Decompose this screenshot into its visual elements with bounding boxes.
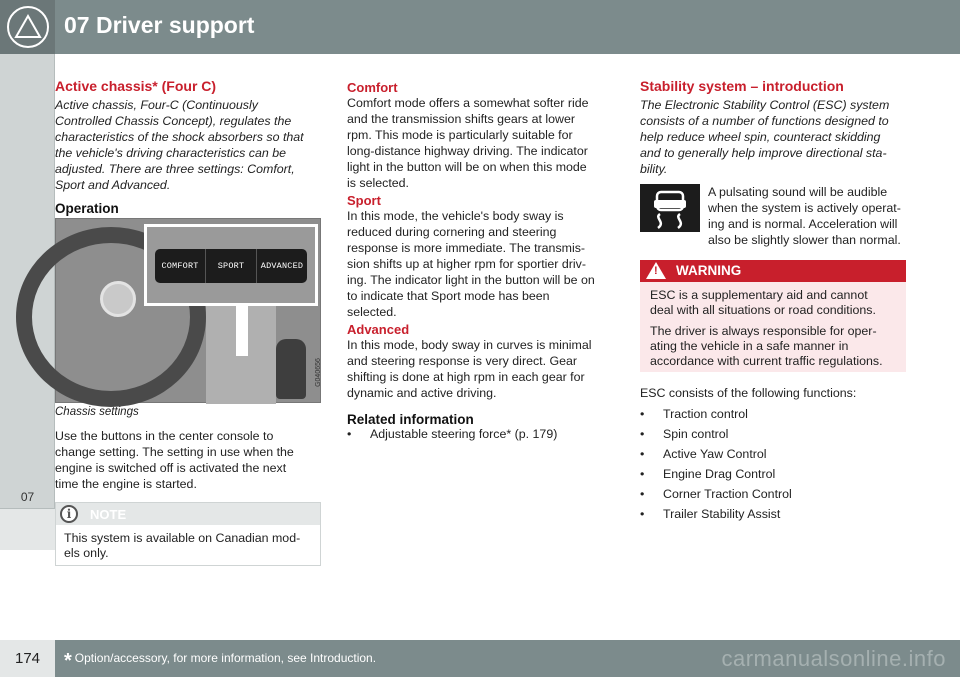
lead-line: The Electronic Stability Control (ESC) system <box>640 98 890 112</box>
section-lead <box>640 97 906 177</box>
warning-line: accordance with current traffic regulations. <box>650 354 883 368</box>
operation-heading: Operation <box>55 201 119 216</box>
note-body <box>56 525 320 567</box>
section-heading: Active chassis* (Four C) <box>55 78 217 94</box>
chapter-tab <box>0 508 55 550</box>
warning-line: deal with all situations or road conditions. <box>650 303 876 317</box>
image-code: G040656 <box>314 358 322 387</box>
brand-logo <box>100 281 136 317</box>
advanced-heading: Advanced <box>347 322 410 337</box>
related-list <box>347 424 615 444</box>
lead-line: and to generally help improve directional sta- <box>640 146 887 160</box>
lead-line: the vehicle's driving characteristics can be <box>55 146 287 160</box>
footnote-star: * <box>64 650 72 672</box>
advanced-button: ADVANCED <box>260 261 304 271</box>
lead-line: Controlled Chassis Concept), regulates the <box>55 114 292 128</box>
body-line: when the system is actively operat- <box>708 201 901 215</box>
warning-line: The driver is always responsible for oper- <box>650 324 877 338</box>
lead-line: adjusted. There are three settings: Comfort, <box>55 162 295 176</box>
button-callout <box>144 224 318 306</box>
body-line: A pulsating sound will be audible <box>708 185 888 199</box>
footnote-text: Option/accessory, for more information, see Introduction. <box>74 651 377 665</box>
chassis-button-row <box>155 249 307 283</box>
body-line: engine is switched off is activated the next <box>55 461 287 475</box>
comfort-heading: Comfort <box>347 80 398 95</box>
operation-body <box>55 428 325 492</box>
warning-triangle-icon <box>7 6 49 48</box>
body-line: response is more immediate. The transmis- <box>347 241 586 255</box>
list-item: • Engine Drag Control <box>640 464 906 484</box>
body-line: also be slightly slower than normal. <box>708 233 901 247</box>
esc-icon-description <box>708 184 908 248</box>
body-line: is selected. <box>347 176 409 190</box>
body-line: dynamic and active driving. <box>347 386 497 400</box>
note-label: NOTE <box>90 507 127 522</box>
body-line: selected. <box>347 305 397 319</box>
warning-label: WARNING <box>676 263 742 278</box>
body-line: light in the button will be on when this mode <box>347 160 587 174</box>
body-line: ing and is normal. Acceleration will <box>708 217 898 231</box>
warning-header <box>640 260 906 282</box>
body-line: sion shifts up at higher rpm for sportier driv- <box>347 257 586 271</box>
list-item: • Traction control <box>640 404 906 424</box>
body-line: ing. The indicator light in the button will be on <box>347 273 595 287</box>
sport-heading: Sport <box>347 193 381 208</box>
photo-caption: Chassis settings <box>55 406 139 418</box>
advanced-body <box>347 337 615 401</box>
note-box <box>55 502 321 566</box>
body-line: to indicate that Sport mode has been <box>347 289 550 303</box>
header-badge <box>0 0 55 54</box>
page-number: 174 <box>14 650 41 667</box>
lead-line: help reduce wheel spin, counteract skidding <box>640 130 881 144</box>
list-item: • Corner Traction Control <box>640 484 906 504</box>
sport-button: SPORT <box>206 249 257 283</box>
related-link[interactable]: • Adjustable steering force* (p. 179) <box>347 424 615 444</box>
list-item: • Active Yaw Control <box>640 444 906 464</box>
list-item: • Trailer Stability Assist <box>640 504 906 524</box>
body-line: shifting is done at high rpm in each gear for <box>347 370 585 384</box>
comfort-body <box>347 95 615 191</box>
body-line: long-distance highway driving. The indicator <box>347 144 588 158</box>
comfort-button: COMFORT <box>155 249 206 283</box>
body-line: In this mode, the vehicle's body sway is <box>347 209 564 223</box>
body-line: change setting. The setting in use when the <box>55 445 294 459</box>
section-lead <box>55 97 325 193</box>
body-line: In this mode, body sway in curves is minimal <box>347 338 592 352</box>
note-line: This system is available on Canadian mod- <box>64 531 301 545</box>
callout-stem <box>236 306 248 356</box>
functions-intro: ESC consists of the following functions: <box>640 386 857 400</box>
note-header <box>56 503 320 525</box>
warning-line: ESC is a supplementary aid and cannot <box>650 288 868 302</box>
footnote <box>64 650 376 673</box>
body-line: rpm. This mode is particularly suitable for <box>347 128 573 142</box>
chapter-title: 07 Driver support <box>64 12 255 38</box>
watermark: carmanualsonline.info <box>721 646 946 671</box>
related-heading: Related information <box>347 412 474 427</box>
lead-line: consists of a number of functions designed to <box>640 114 889 128</box>
lead-line: characteristics of the shock absorbers so that <box>55 130 304 144</box>
warning-box <box>640 260 906 372</box>
skidding-car-icon <box>640 184 700 232</box>
section-heading: Stability system – introduction <box>640 78 844 94</box>
button-callout-bg <box>147 227 315 303</box>
lead-line: bility. <box>640 162 668 176</box>
page-header <box>0 0 960 54</box>
body-line: Use the buttons in the center console to <box>55 429 274 443</box>
note-line: els only. <box>64 546 109 560</box>
chassis-settings-photo <box>55 218 321 403</box>
chapter-number: 07 <box>20 490 35 504</box>
body-line: Comfort mode offers a somewhat softer ride <box>347 96 589 110</box>
warning-body <box>640 282 906 375</box>
body-line: and the transmission shifts gears at lower <box>347 112 575 126</box>
info-icon: i <box>60 505 78 523</box>
list-item: • Spin control <box>640 424 906 444</box>
sport-body <box>347 208 615 320</box>
lead-line: Sport and Advanced. <box>55 178 171 192</box>
body-line: time the engine is started. <box>55 477 197 491</box>
body-line: and steering response is very direct. Gear <box>347 354 578 368</box>
page-footer <box>0 640 960 677</box>
warning-line: ating the vehicle in a safe manner in <box>650 339 849 353</box>
warning-mark: ! <box>654 265 658 277</box>
body-line: reduced during cornering and steering <box>347 225 557 239</box>
lead-line: Active chassis, Four-C (Continuously <box>55 98 258 112</box>
functions-list <box>640 404 906 524</box>
gear-lever <box>276 339 306 399</box>
